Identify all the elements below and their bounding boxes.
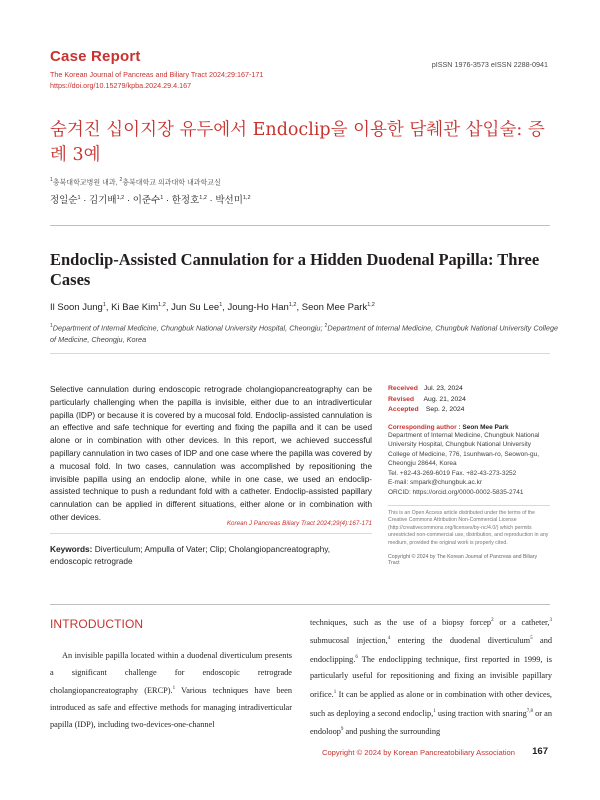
english-title: Endoclip-Assisted Cannulation for a Hidden Duodenal Papilla: Three Cases — [50, 250, 540, 289]
affil-sup: 1 — [50, 323, 53, 329]
article-type: Case Report — [50, 48, 141, 65]
divider — [50, 353, 550, 354]
author-sup: 1,2 — [158, 302, 166, 308]
abstract-citation: Korean J Pancreas Biliary Tract 2024;29(4):167-171 — [226, 520, 372, 527]
korean-title: 숨겨진 십이지장 유두에서 Endoclip을 이용한 담췌관 삽입술: 증례 3예 — [50, 120, 545, 165]
corresponding-phone: Tel. +82-43-269-6019 Fax. +82-43-273-3252 — [388, 469, 517, 477]
section-heading: INTRODUCTION — [50, 617, 144, 631]
author-name: Jun Su Lee — [171, 302, 220, 314]
accepted-label: Accepted — [388, 406, 419, 413]
accepted-row — [388, 405, 550, 416]
ref-sup: 1 — [433, 708, 436, 714]
author-name: 정일순 — [50, 195, 78, 206]
affil-sup: 2 — [324, 323, 328, 329]
accepted-date: Sep. 2, 2024 — [425, 406, 465, 413]
article-info-sidebar — [388, 384, 550, 566]
english-authors: Il Soon Jung$^1$, Ki Bae Kim$^{1,2}$, Jun Su Lee$^1$, Joung-Ho Han$^{1,2}$, Seon Mee Park$^{1,2}$ — [50, 302, 375, 314]
abstract-text: Selective cannulation during endoscopic retrograde cholangiopancreatography can be particularly challenging when the papilla is invisible, either due to an intradiverticular papilla (IDP) or because it is covered by a mucosal fold. Endoclip-assisted cannulation is an effective and safe technique for everting and fixing the papilla and it can be used alone or in combination with other devices. In this report, we achieved successful papillary cannulation in two cases of IDP and one case where the papilla was covered by a mucosal fold. In two cases, cannulation was accomplished by repositioning the invisible papilla using an endoclip alone, while in one case, we used an endoclip-assisted technique to push a redundant fold with a catheter. Endoclip-assisted papillary cannulation can be applied in different situations, either alone or in combination with other devices. — [50, 385, 372, 522]
ref-sup: 7,8 — [526, 708, 534, 714]
korean-authors — [50, 192, 251, 206]
intro-text: and endoclipping. — [310, 636, 552, 664]
revised-label: Revised — [388, 395, 415, 403]
english-affil-2: Department of Internal Medicine, Chungbuk National University College of Medicine, Cheongju, Korea — [50, 323, 559, 345]
author-separator: · — [80, 195, 90, 206]
intro-column-right — [310, 613, 552, 741]
corresponding-author-label: Corresponding author : — [388, 423, 463, 431]
author-name: 김기배 — [89, 195, 117, 206]
open-access-notice: This is an Open Access article distributed under the terms of the Creative Commons Attribution Non-Commercial License (http://creativecommons.org/licenses/by-nc/4.0/) which permits unrestricted non-commercial use, distribution, and reproduction in any medium, provided the original work is properly cited. — [388, 509, 549, 547]
revised-row — [388, 395, 550, 406]
ref-sup: 1 — [333, 690, 337, 696]
ref-sup: 2 — [491, 618, 494, 623]
author-sup: 1 — [102, 302, 106, 308]
author-name: Il Soon Jung — [50, 302, 103, 314]
ref-sup: 5 — [530, 636, 533, 642]
journal-citation: The Korean Journal of Pancreas and Biliary Tract 2024;29:167-171 — [50, 70, 264, 79]
author-name: Ki Bae Kim — [111, 302, 159, 314]
author-separator: · — [206, 195, 216, 206]
revised-date: Aug. 21, 2024 — [423, 395, 466, 403]
received-date: Jul. 23, 2024 — [423, 385, 463, 392]
author-separator: · — [124, 195, 133, 206]
intro-text: Various techniques have been introduced as safe and effective methods for managing intradiverticular papilla (IDP), including two-devices-one-channel — [50, 686, 292, 729]
intro-text: techniques, such as the use of a biopsy forcep — [310, 617, 492, 627]
author-sup: 1 — [160, 194, 164, 201]
intro-text: submucosal injection, — [310, 636, 388, 646]
intro-column-left — [50, 648, 292, 733]
ref-sup: 6 — [355, 654, 358, 660]
intro-text: An invisible papilla located within a duodenal diverticulum presents a significant challenge for endoscopic retrograde cholangiopancreatography (ERCP). — [50, 651, 292, 696]
english-affiliations — [50, 320, 560, 346]
received-label: Received — [388, 385, 418, 392]
author-name: 이준수 — [132, 195, 161, 206]
divider — [388, 505, 550, 506]
issn: pISSN 1976-3573 eISSN 2288-0941 — [431, 60, 548, 69]
corresponding-author-name: Seon Mee Park — [462, 423, 509, 431]
author-name: Joung-Ho Han — [227, 302, 289, 314]
divider — [50, 604, 550, 605]
divider — [50, 533, 372, 534]
ref-sup: 3 — [549, 618, 553, 623]
author-sup: 1,2 — [116, 194, 125, 201]
affil-sup: 2 — [119, 177, 123, 183]
received-row — [388, 384, 550, 395]
author-name: 한정호 — [171, 195, 200, 206]
divider — [50, 225, 550, 226]
author-sup: 1,2 — [242, 194, 251, 201]
footer-copyright: Copyright © 2024 by Korean Pancreatobiliary Association — [321, 748, 515, 757]
ref-sup: 4 — [387, 636, 391, 642]
keywords-list: Diverticulum; Ampulla of Vater; Clip; Cholangiopancreatography, endoscopic retrograde — [50, 544, 331, 566]
intro-text: using traction with snaring — [435, 708, 527, 718]
author-sup: 1,2 — [288, 302, 297, 308]
ref-sup: 1 — [172, 686, 176, 692]
korean-affil-2: 충북대학교 의과대학 내과학교실 — [122, 179, 221, 187]
intro-text: and pushing the surrounding — [343, 726, 441, 736]
ref-sup: 9 — [340, 727, 344, 733]
author-separator: · — [163, 195, 172, 206]
author-sup: 1,2 — [199, 194, 207, 201]
doi-link[interactable]: https://doi.org/10.15279/kpba.2024.29.4.167 — [50, 81, 192, 90]
intro-text: or an endoloop — [310, 708, 552, 736]
affil-sup: 1 — [50, 177, 53, 183]
keywords — [50, 544, 372, 567]
intro-text: or a catheter, — [493, 617, 550, 627]
sidebar-copyright: Copyright © 2024 by The Korean Journal of Pancreas and Biliary Tract — [388, 553, 538, 566]
english-affil-1: Department of Internal Medicine, Chungbuk National University Hospital, Cheongju; — [52, 323, 325, 333]
korean-affiliations — [50, 177, 221, 187]
author-sup: 1,2 — [367, 302, 375, 308]
keywords-label: Keywords: — [50, 544, 93, 554]
author-name: 박선미 — [215, 195, 243, 206]
intro-text: entering the duodenal diverticulum — [390, 636, 531, 646]
korean-affil-1: 충북대학교병원 내과, — [52, 179, 120, 187]
corresponding-address: Department of Internal Medicine, Chungbuk National University Hospital, Chungbuk National University College of Medicine, 776, 1sunhwan-ro, Seowon-gu, Cheongju 28644, Korea — [388, 431, 540, 468]
author-sup: 1 — [219, 302, 223, 308]
author-sup: 1 — [77, 194, 81, 201]
corresponding-author — [388, 424, 550, 431]
intro-text: It can be applied as alone or in combination with other devices, such as deploying a second endoclip, — [310, 689, 552, 718]
author-name: Seon Mee Park — [301, 302, 368, 314]
page-number: 167 — [532, 746, 548, 757]
corresponding-orcid[interactable]: ORCID: https://orcid.org/0000-0002-5835-2741 — [388, 489, 524, 497]
intro-text: The endoclipping technique, first reported in 1999, is particularly useful for repositioning and fixing an invisible papillary orifice. — [310, 654, 552, 699]
corresponding-email[interactable]: E-mail: smpark@chungbuk.ac.kr — [388, 479, 483, 487]
